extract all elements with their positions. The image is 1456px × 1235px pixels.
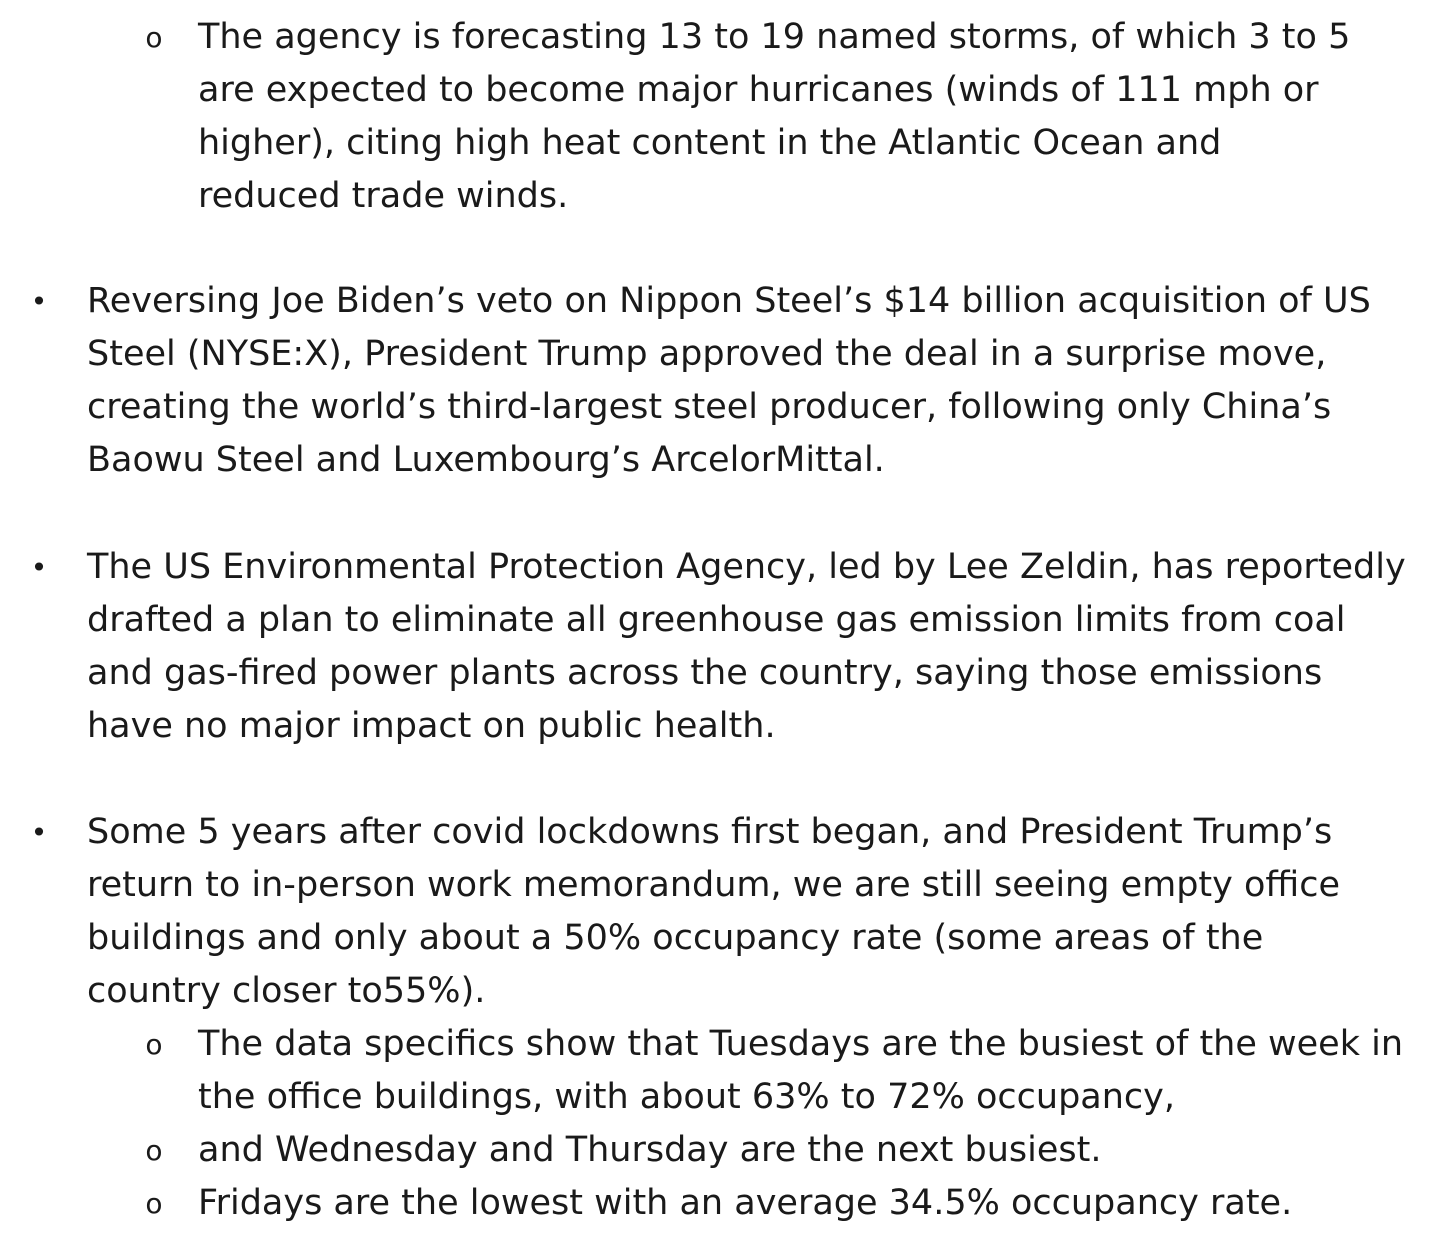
sub-bullet-marker: o xyxy=(145,1028,163,1061)
text-line: buildings and only about a 50% occupancy rate (some areas of the xyxy=(87,918,1264,958)
sub-list-item-text xyxy=(198,1177,1292,1230)
sub-list-item-text xyxy=(198,1018,1403,1124)
bullet-marker: • xyxy=(30,551,48,584)
text-line: Fridays are the lowest with an average 34.5% occupancy rate. xyxy=(198,1183,1293,1223)
bullet-marker: • xyxy=(30,816,48,849)
text-line: higher), citing high heat content in the Atlantic Ocean and xyxy=(198,123,1222,163)
bullet-marker: • xyxy=(30,285,48,318)
text-line: creating the world’s third-largest steel producer, following only China’s xyxy=(87,387,1332,427)
sub-list-item-text xyxy=(198,1124,1102,1177)
text-line: The US Environmental Protection Agency, led by Lee Zeldin, has reportedly xyxy=(87,547,1406,587)
sub-bullet-marker: o xyxy=(145,1187,163,1220)
text-line: and Wednesday and Thursday are the next busiest. xyxy=(198,1130,1102,1170)
text-line: the office buildings, with about 63% to 72% occupancy, xyxy=(198,1077,1175,1117)
bullet-list-item-text xyxy=(87,806,1340,1018)
bullet-list-item-text xyxy=(87,541,1406,753)
text-line: Some 5 years after covid lockdowns first began, and President Trump’s xyxy=(87,812,1333,852)
text-line: have no major impact on public health. xyxy=(87,706,776,746)
text-line: Reversing Joe Biden’s veto on Nippon Steel’s $14 billion acquisition of US xyxy=(87,281,1371,321)
bullet-list-item-text xyxy=(87,275,1371,487)
text-line: country closer to55%). xyxy=(87,971,486,1011)
text-line: drafted a plan to eliminate all greenhouse gas emission limits from coal xyxy=(87,600,1346,640)
text-line: Baowu Steel and Luxembourg’s ArcelorMittal. xyxy=(87,440,885,480)
text-line: return to in-person work memorandum, we are still seeing empty office xyxy=(87,865,1341,905)
sub-bullet-marker: o xyxy=(145,1134,163,1167)
sub-list-item-text xyxy=(198,11,1350,223)
text-line: and gas-fired power plants across the country, saying those emissions xyxy=(87,653,1323,693)
text-line: are expected to become major hurricanes (winds of 111 mph or xyxy=(198,70,1319,110)
text-line: Steel (NYSE:X), President Trump approved the deal in a surprise move, xyxy=(87,334,1327,374)
sub-bullet-marker: o xyxy=(145,21,163,54)
text-line: The agency is forecasting 13 to 19 named storms, of which 3 to 5 xyxy=(198,17,1351,57)
text-line: reduced trade winds. xyxy=(198,176,569,216)
text-line: The data specifics show that Tuesdays are the busiest of the week in xyxy=(198,1024,1404,1064)
